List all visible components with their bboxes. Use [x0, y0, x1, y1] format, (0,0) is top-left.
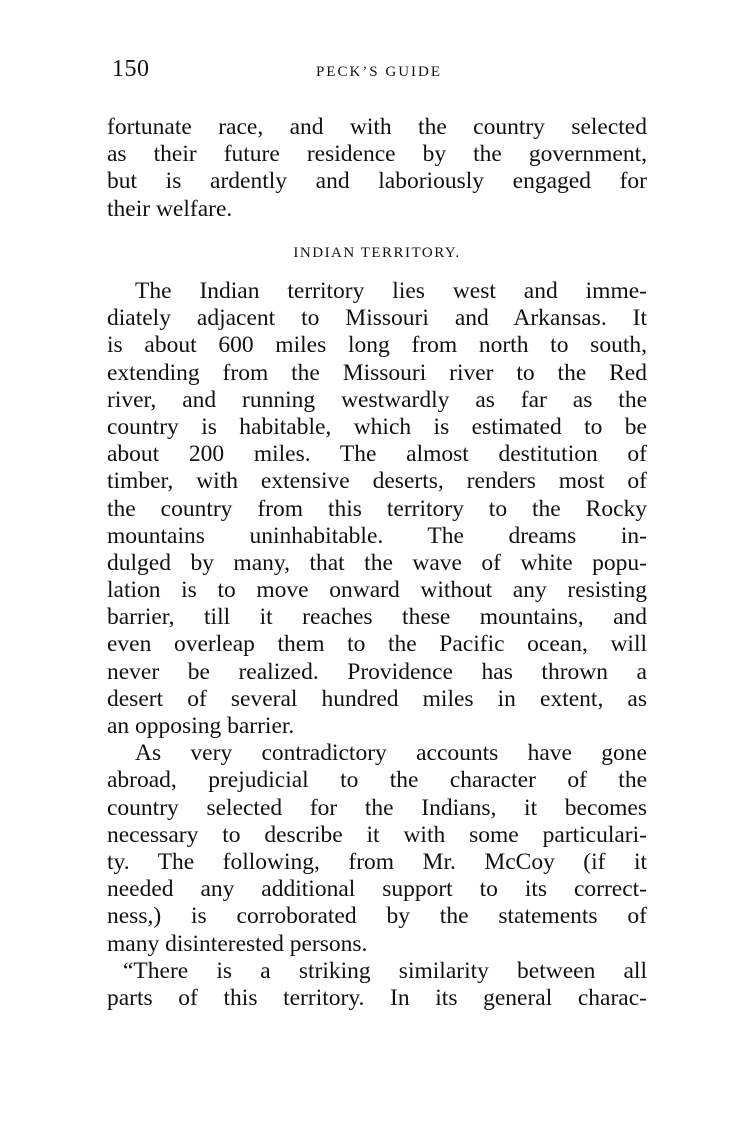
text-line: even overleap them to the Pacific ocean, will: [107, 631, 647, 658]
text-line: the country from this territory to the Rocky: [107, 495, 647, 522]
text-line: diately adjacent to Missouri and Arkansas. It: [107, 305, 647, 332]
paragraph-continued: [107, 114, 647, 223]
text-line: but is ardently and laboriously engaged for: [107, 168, 647, 195]
text-line: country selected for the Indians, it becomes: [107, 794, 647, 821]
text-line: “There is a striking similarity between all: [123, 957, 647, 984]
text-line: abroad, prejudicial to the character of the: [107, 767, 647, 794]
section-heading: INDIAN TERRITORY.: [293, 245, 461, 261]
running-head: PECK’S GUIDE: [315, 64, 443, 80]
text-line: is about 600 miles long from north to south,: [107, 332, 647, 359]
text-line: The Indian territory lies west and imme-: [135, 278, 647, 304]
text-line: their welfare.: [107, 195, 233, 222]
text-line: many disinterested persons.: [107, 930, 368, 957]
text-line: about 200 miles. The almost destitution of: [107, 441, 647, 468]
text-line: ty. The following, from Mr. McCoy (if it: [107, 848, 647, 875]
text-line: desert of several hundred miles in extent, as: [107, 685, 647, 712]
text-line: barrier, till it reaches these mountains, and: [107, 604, 647, 631]
text-line: mountains uninhabitable. The dreams in-: [107, 522, 647, 549]
text-line: fortunate race, and with the country selected: [107, 114, 647, 140]
text-line: As very contradictory accounts have gone: [135, 740, 647, 767]
text-line: never be realized. Providence has thrown a: [107, 658, 647, 685]
text-line: parts of this territory. In its general charac-: [107, 984, 647, 1011]
paragraph-quotation: [107, 958, 647, 1012]
paragraph-contradictory-accounts: [107, 740, 647, 958]
page-header: [112, 56, 646, 88]
text-line: ness,) is corroborated by the statements of: [107, 903, 647, 930]
text-line: river, and running westwardly as far as the: [107, 386, 647, 413]
text-line: country is habitable, which is estimated to be: [107, 413, 647, 440]
text-line: needed any additional support to its correct-: [107, 876, 647, 903]
text-line: timber, with extensive deserts, renders most of: [107, 468, 647, 495]
section-body: [107, 278, 647, 1012]
paragraph-indian-territory: [107, 278, 647, 740]
text-line: lation is to move onward without any resisting: [107, 577, 647, 604]
page-number: 150: [112, 56, 150, 82]
text-line: as their future residence by the government,: [107, 141, 647, 168]
text-line: dulged by many, that the wave of white popu-: [107, 549, 647, 576]
text-line: an opposing barrier.: [107, 713, 295, 739]
text-line: extending from the Missouri river to the Red: [107, 359, 647, 386]
text-line: necessary to describe it with some particulari-: [107, 821, 647, 848]
